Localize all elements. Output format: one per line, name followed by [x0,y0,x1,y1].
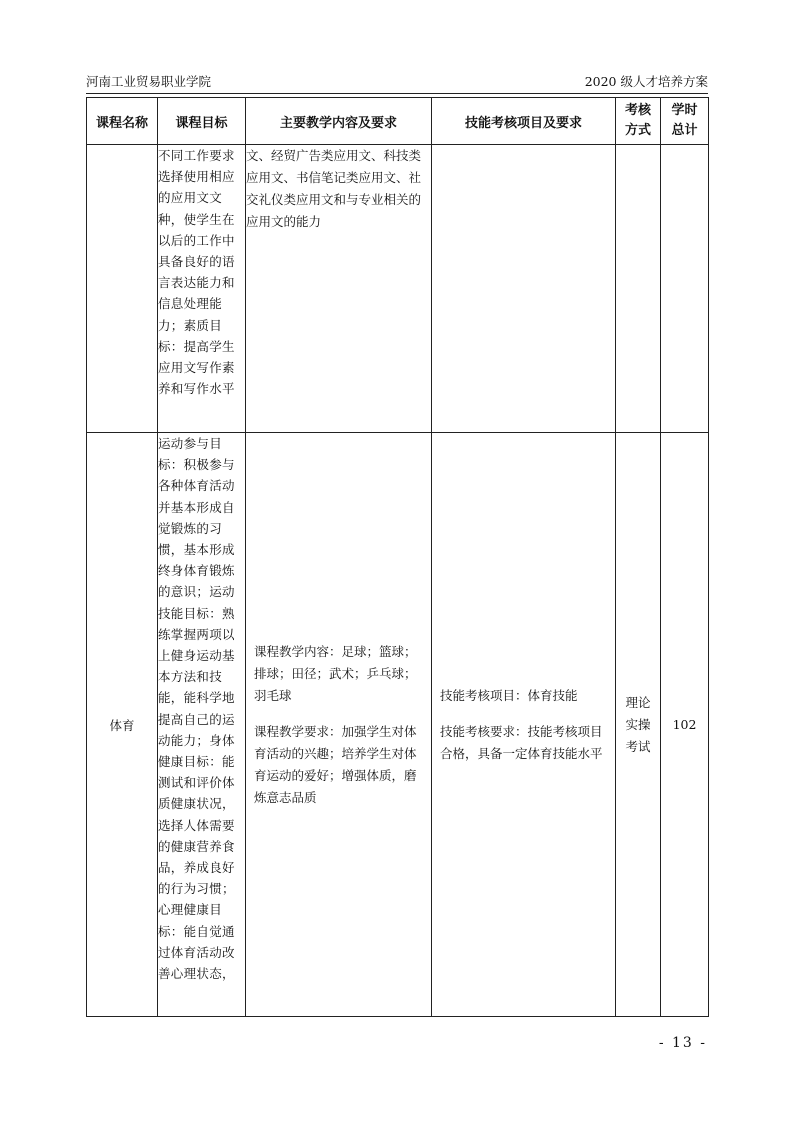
hours-cell: 102 [661,433,709,1017]
course-table [86,97,709,1017]
skill-paragraph: 技能考核项目：体育技能 [440,687,578,703]
content-paragraph: 文、经贸广告类应用文、科技类应用文、书信笔记类应用文、社交礼仪类应用文和与专业相关的应用文的能力 [246,148,422,229]
method-line: 理论 [625,694,651,710]
method-line: 考试 [625,738,651,754]
column-header-hours-line: 总计 [671,123,698,138]
table-header-row [87,98,709,145]
method-line: 实操 [625,716,651,732]
header-rule [86,93,708,94]
hours-cell [661,145,709,433]
course-goal-cell: 运动参与目标：积极参与各种体育活动并基本形成自觉锻炼的习惯，基本形成终身体育锻炼的意识；运动技能目标：熟练掌握两项以上健身运动基本方法和技能，能科学地提高自己的运动能力；身体健康目标：能测试和评价体质健康状况，选择人体需要的健康营养食品，养成良好的行为习惯；心理健康目标：能自觉通过体育活动改善心理状态， [158,433,246,1017]
page-number: - 13 - [658,1035,707,1051]
column-header-method-line: 考核 [624,103,651,118]
content-paragraph: 课程教学要求：加强学生对体育活动的兴趣；培养学生对体育运动的爱好；增强体质，磨炼意志品质 [254,723,417,805]
column-header-hours [661,98,709,145]
column-header-method-line: 方式 [624,123,651,138]
skill-cell [432,433,616,1017]
page-header [86,72,708,92]
method-cell [616,433,661,1017]
course-goal-cell: 不同工作要求选择使用相应的应用文文种，使学生在以后的工作中具备良好的语言表达能力和信息处理能力；素质目标：提高学生应用文写作素养和写作水平 [158,145,246,433]
skill-paragraph: 技能考核要求：技能考核项目合格，具备一定体育技能水平 [440,723,603,761]
course-content-cell [246,145,432,433]
document-title: 2020 级人才培养方案 [584,74,708,89]
column-header-hours-line: 学时 [671,103,698,118]
content-paragraph: 课程教学内容：足球；篮球；排球；田径；武术；乒乓球；羽毛球 [254,643,417,703]
column-header-method [616,98,661,145]
method-cell [616,145,661,433]
table-row [87,145,709,433]
institution-name: 河南工业贸易职业学院 [86,74,212,89]
column-header-course-name: 课程名称 [87,98,158,145]
course-content-cell [246,433,432,1017]
course-name-cell [87,145,158,433]
column-header-content: 主要教学内容及要求 [246,98,432,145]
column-header-skill: 技能考核项目及要求 [432,98,616,145]
skill-cell [432,145,616,433]
course-name-cell: 体育 [87,433,158,1017]
column-header-goal: 课程目标 [158,98,246,145]
table-row [87,433,709,1017]
